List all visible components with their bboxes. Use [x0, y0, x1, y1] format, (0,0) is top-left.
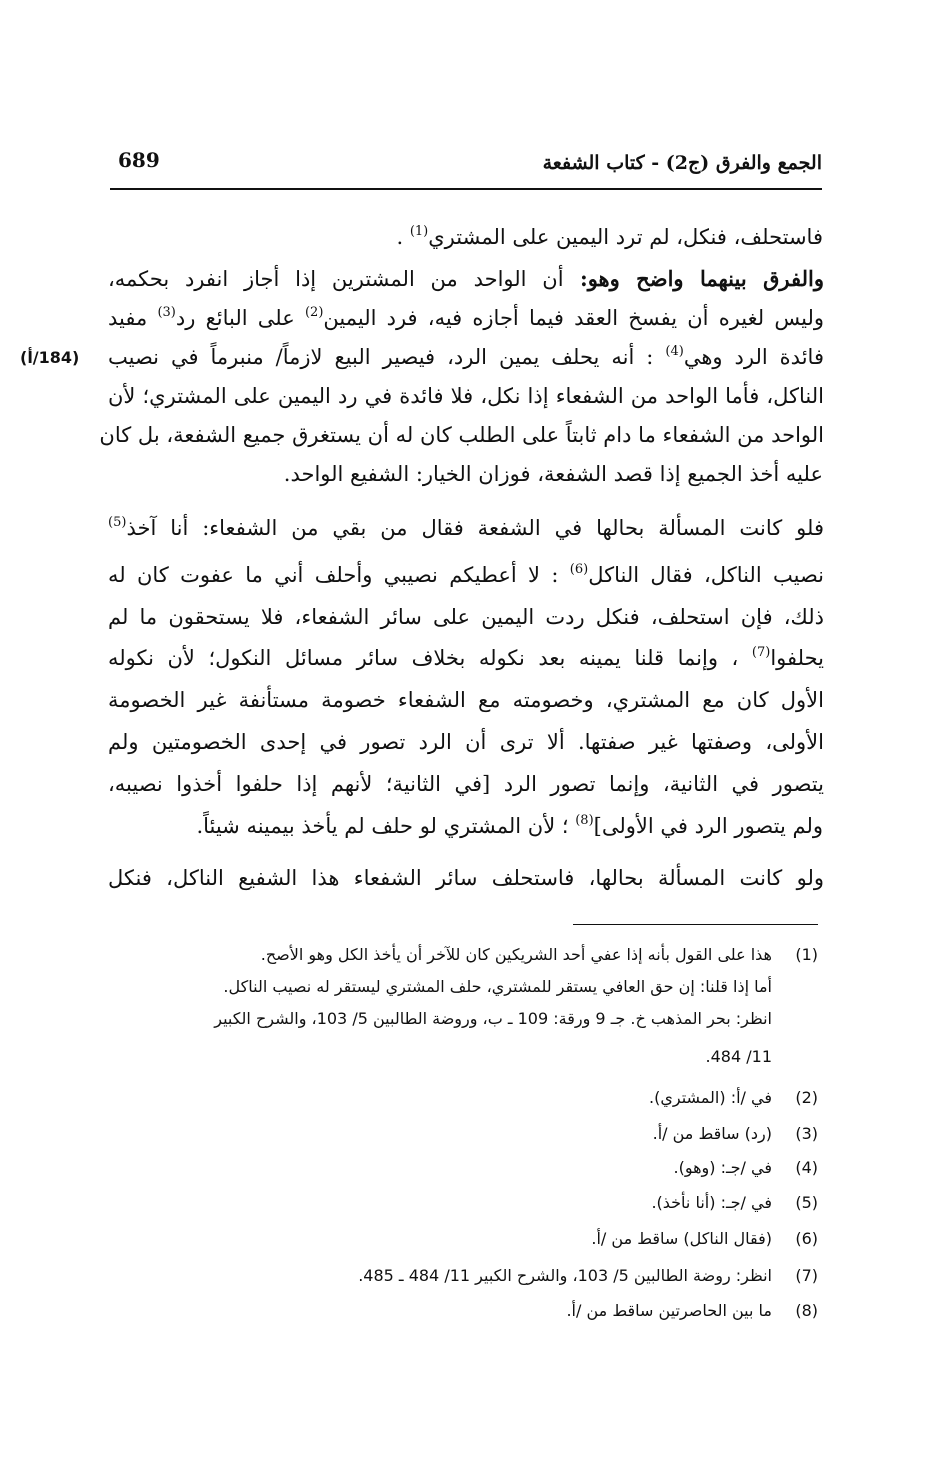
body-line: الأولى، وصفتها غير صفتها. ألا ترى أن الرد تصور في إحدى الخصومتين ولم: [108, 730, 824, 754]
page-number: 689: [118, 148, 160, 172]
footnote: [100, 1224, 818, 1254]
footnote-number: (1): [795, 945, 818, 964]
footnote-text: ما بين الحاصرتين ساقط من /أ.: [566, 1301, 772, 1320]
footnote-text: في /جـ: (أنا نأخذ).: [651, 1193, 772, 1212]
body-line: عليه أخذ الجميع إذا قصد الشفعة، فوزان الخيار: الشفيع الواحد.: [283, 462, 823, 486]
body-line: يحلفوا$^{(7)}$ ، وإنما قلنا يمينه بعد نكوله بخلاف سائر مسائل النكول؛ لأن نكوله: [108, 645, 824, 670]
footnote: [100, 940, 818, 970]
footnote-text: انظر: روضة الطالبين 5/ 103، والشرح الكبير 11/ 484 ـ 485.: [358, 1266, 772, 1285]
footnote-text: 11/ 484.: [705, 1047, 772, 1066]
body-line: فاستحلف، فنكل، لم ترد اليمين على المشتري$^{(1)}$ .: [396, 224, 823, 249]
bold-lead: والفرق بينهما واضح وهو:: [563, 266, 824, 291]
footnote-ref: (8): [575, 813, 594, 828]
body-line: ولو كانت المسألة بحالها، فاستحلف سائر الشفعاء هذا الشفيع الناكل، فنكل: [108, 866, 824, 890]
footnote-ref: (1): [409, 224, 429, 239]
body-line: ولم يتصور الرد في الأولى]$^{(8)}$ ؛ لأن المشتري لو حلف لم يأخذ بيمينه شيئاً.: [196, 813, 823, 838]
footnote-number: (3): [795, 1124, 818, 1143]
footnote-number: (6): [795, 1229, 818, 1248]
body-line: وليس لغيره أن يفسخ العقد فيما أجازه فيه، فرد اليمين$^{(2)}$ على البائع رد$^{(3)}$ مفيد: [108, 305, 824, 330]
footnote-ref: (3): [157, 305, 176, 320]
footnote-ref: (7): [751, 645, 771, 660]
footnote-ref: (2): [304, 305, 324, 320]
footnote: [100, 1119, 818, 1149]
body-line: فائدة الرد وهي$^{(4)}$ : أنه يحلف يمين الرد، فيصير البيع لازماً/ منبرماً في نصيب: [108, 344, 824, 369]
footnote-continuation: [100, 972, 818, 1002]
body-line: الأول كان مع المشتري، وخصومته مع الشفعاء خصومة مستأنفة غير الخصومة: [108, 688, 824, 712]
footnote: [100, 1083, 818, 1113]
footnote-separator: [573, 924, 818, 925]
footnote-text: هذا على القول بأنه إذا عفي أحد الشريكين كان للآخر أن يأخذ الكل وهو الأصح.: [260, 945, 772, 964]
footnote: [100, 1188, 818, 1218]
footnote-continuation: [100, 1042, 818, 1072]
body-line: الناكل، فأما الواحد من الشفعاء إذا نكل، فلا فائدة في رد اليمين على المشتري؛ لأن: [108, 384, 824, 408]
footnote: [100, 1153, 818, 1183]
footnote-text: أما إذا قلنا: إن حق العافي يستقر للمشتري، حلف المشتري ليستقر له نصيب الناكل.: [223, 977, 772, 996]
body-line: ذلك، فإن استحلف، فنكل ردت اليمين على سائر الشفعاء، فلا يستحقون ما لم: [108, 605, 824, 629]
footnote-text: انظر: بحر المذهب خ. جـ 9 ورقة: 109 ـ ب، وروضة الطالبين 5/ 103، والشرح الكبير: [214, 1009, 772, 1028]
footnote-text: (رد) ساقط من /أ.: [652, 1124, 772, 1143]
body-line: فلو كانت المسألة بحالها في الشفعة فقال من بقي من الشفعاء: أنا آخذ$^{(5)}$: [108, 515, 824, 540]
body-line: يتصور في الثانية، وإنما تصور الرد [في الثانية؛ لأنهم إذا حلفوا أخذوا نصيبه،: [108, 772, 824, 796]
running-header: [110, 142, 822, 182]
header-rule: [110, 188, 822, 190]
footnote-number: (8): [795, 1301, 818, 1320]
body-line: نصيب الناكل، فقال الناكل$^{(6)}$ : لا أعطيكم نصيبي وأحلف أني ما عفوت كان له: [108, 562, 825, 587]
footnote-number: (4): [795, 1158, 818, 1177]
footnote-number: (7): [795, 1266, 818, 1285]
margin-folio-note: (184/أ): [20, 348, 80, 367]
running-title: الجمع والفرق (ج2) - كتاب الشفعة: [542, 152, 822, 174]
footnote-ref: (5): [108, 515, 127, 530]
body-line: الواحد من الشفعاء ما دام ثابتاً على الطلب كان له أن يستغرق جميع الشفعة، بل كان: [99, 423, 824, 447]
footnote: [100, 1296, 818, 1326]
footnote-number: (5): [795, 1193, 818, 1212]
footnote-continuation: [100, 1004, 818, 1034]
body-line: والفرق بينهما واضح وهو: أن الواحد من المشترين إذا أجاز انفرد بحكمه،: [108, 266, 824, 291]
footnote-text: (فقال الناكل) ساقط من /أ.: [591, 1229, 772, 1248]
footnote-ref: (6): [569, 562, 589, 577]
footnote-number: (2): [795, 1088, 818, 1107]
footnote-text: في /جـ: (وهو).: [673, 1158, 772, 1177]
footnote-ref: (4): [665, 344, 684, 359]
footnote: [100, 1261, 818, 1291]
footnote-text: في /أ: (المشتري).: [649, 1088, 772, 1107]
